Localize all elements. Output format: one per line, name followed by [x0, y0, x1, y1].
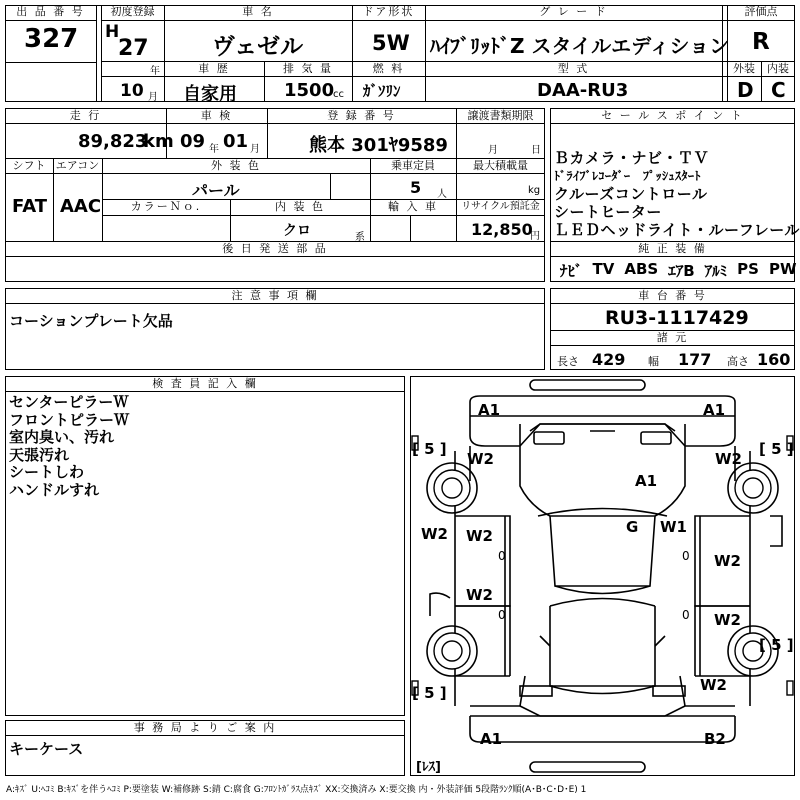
model-label: 型 式 [557, 62, 590, 75]
recycle-unit: 円 [530, 231, 540, 242]
mark-door-rear-right: W2 [714, 611, 741, 629]
width: 177 [678, 350, 712, 369]
fuel: ｶﾞｿﾘﾝ [363, 82, 401, 100]
equipment-item: ｴｱB [668, 262, 695, 280]
inspection-label: 車 検 [200, 109, 233, 122]
registration-number: 熊本 301ﾔ9589 [309, 135, 448, 156]
max-load-label: 最大積載量 [473, 159, 528, 172]
vehicle-history: 自家用 [183, 84, 237, 105]
inspector-note: センターピラーＷ [9, 393, 129, 411]
recycle-label: リサイクル預託金 [461, 201, 540, 212]
door-label: ドア形状 [362, 5, 415, 18]
grade: ﾊｲﾌﾞﾘｯﾄﾞZ スタイルエディション [430, 34, 730, 58]
first-registration-label: 初度登録 [110, 5, 155, 18]
capacity: 5 [410, 178, 422, 197]
aircon-label: エアコン [55, 159, 100, 172]
inspection-month: 01 [223, 131, 249, 152]
chassis-label: 車 台 番 号 [638, 289, 707, 302]
legend: A:ｷｽﾞ U:ﾍｺﾐ B:ｷｽﾞを伴うﾍｺﾐ P:要塗装 W:補修跡 S:錆 C:腐食 G:ﾌﾛﾝﾄｶﾞﾗｽ点ｷｽﾞ XX:交換済み X:要交換 内・外装評価 5段階ﾗﾝｸ順(A･B･C･D･E) 1 [6, 785, 587, 795]
interior-grade: C [771, 78, 786, 102]
grade-label: グ レ ー ド [539, 5, 608, 18]
inspector-note: シートしわ [9, 463, 85, 481]
score: R [752, 29, 770, 55]
equipment-label: 純 正 装 備 [638, 242, 707, 255]
displacement: 1500 [284, 80, 335, 101]
import-label: 輸 入 車 [388, 200, 438, 213]
mark-tire-rear-left: [ 5 ] [412, 684, 447, 702]
car-name: ヴェゼル [212, 34, 304, 60]
displacement-unit: cc [333, 89, 344, 100]
shift-label: シフト [12, 159, 46, 172]
width-label: 幅 [648, 355, 659, 368]
inspection-year: 09 [180, 131, 206, 152]
mark-spare-tire: [ﾚｽ] [416, 760, 441, 775]
inspector-notes [9, 394, 129, 499]
mark-tire-rear-right: [ 5 ] [759, 636, 794, 654]
mark-door-front-right: W2 [714, 552, 741, 570]
exterior-color-label: 外 装 色 [211, 159, 261, 172]
month-unit: 月 [148, 92, 158, 103]
registration-year: 27 [118, 36, 149, 61]
mark-door-front-left: W2 [466, 527, 493, 545]
inspection-year-unit: 年 [209, 144, 219, 155]
transfer-deadline-label: 譲渡書類期限 [467, 109, 534, 122]
office-label: 事 務 局 よ り ご 案 内 [133, 721, 277, 734]
mark-fender-front-left: W2 [467, 450, 494, 468]
mark-pillar-left: W2 [421, 525, 448, 543]
mileage-unit: km [143, 131, 174, 152]
sales-points-label: セ ー ル ス ポ イ ン ト [601, 109, 744, 122]
inspector-note: 天張汚れ [9, 445, 70, 464]
later-parts-label: 後 日 発 送 部 品 [222, 242, 328, 255]
sales-points-list [554, 149, 800, 239]
aircon: AAC [60, 196, 102, 217]
height-label: 高さ [727, 355, 749, 368]
exterior-grade: D [737, 78, 754, 102]
mark-sill-right-rear: 0 [682, 608, 690, 622]
mark-sill-left-rear: 0 [498, 608, 506, 622]
mark-pillar-right: W1 [660, 518, 687, 536]
mark-rear-left-bumper: A1 [480, 730, 503, 748]
interior-color-label: 内 装 色 [275, 200, 325, 213]
chassis-number: RU3-1117429 [605, 307, 749, 329]
dimensions-label: 諸 元 [656, 331, 689, 344]
notes-label: 注 意 事 項 欄 [231, 289, 319, 302]
mark-tire-front-right: [ 5 ] [759, 440, 794, 458]
inspection-month-unit: 月 [250, 144, 260, 155]
score-label: 評価点 [744, 5, 778, 18]
recycle-fee: 12,850 [471, 220, 533, 239]
interior-color: クロ [283, 223, 311, 239]
mark-fender-front-right: W2 [715, 450, 742, 468]
interior-label: 内装 [767, 62, 789, 75]
registration-number-label: 登 録 番 号 [327, 109, 396, 122]
capacity-label: 乗車定員 [391, 159, 435, 172]
sales-point: ﾄﾞﾗｲﾌﾞﾚｺｰﾀﾞｰ ﾌﾟｯｼｭｽﾀｰﾄ [554, 169, 702, 183]
transfer-day-unit: 日 [531, 145, 541, 156]
equipment-item: ｱﾙﾐ [704, 262, 728, 280]
sales-point: ＬＥＤヘッドライト・ルーフレール [554, 221, 800, 239]
inspector-note: フロントピラーＷ [9, 410, 130, 429]
inspector-label: 検 査 員 記 入 欄 [152, 377, 258, 390]
office-text: キーケース [9, 740, 84, 758]
door-type: 5W [372, 31, 410, 55]
equipment-item: PS [737, 260, 759, 278]
exterior-color: パール [192, 181, 240, 200]
mark-rear-right-bumper: B2 [704, 730, 726, 748]
mark-front-right-bumper: A1 [703, 401, 726, 419]
max-load-unit: kg [528, 185, 541, 196]
mark-front-left-bumper: A1 [478, 401, 501, 419]
mark-tire-front-left: [ 5 ] [412, 440, 447, 458]
model-code: DAA-RU3 [537, 80, 629, 101]
equipment-item: PW [768, 260, 797, 278]
color-number-label: カラーＮｏ. [130, 200, 202, 213]
mileage-label: 走 行 [69, 109, 102, 122]
era-letter: H [105, 22, 120, 42]
registration-month: 10 [120, 81, 144, 101]
shift: FAT [12, 196, 48, 217]
year-unit: 年 [150, 66, 160, 77]
equipment-item: ABS [624, 260, 659, 278]
transfer-month-unit: 月 [488, 145, 498, 156]
lot-number: 327 [24, 24, 79, 54]
mark-sill-right-front: 0 [682, 549, 690, 563]
mark-door-rear-left: W2 [466, 586, 493, 604]
mark-hood: A1 [635, 472, 658, 490]
length: 429 [592, 350, 626, 369]
car-name-label: 車 名 [242, 5, 274, 18]
inspector-note: 室内臭い、汚れ [9, 428, 115, 446]
lot-number-label: 出 品 番 号 [16, 5, 85, 18]
sales-point: Ｂカメラ・ナビ・ＴＶ [554, 149, 710, 167]
mileage: 89,823 [78, 131, 148, 152]
equipment-item: TV [592, 260, 615, 278]
notes-text: コーションプレート欠品 [9, 312, 173, 330]
interior-color-unit: 系 [355, 232, 365, 243]
equipment-list [560, 260, 797, 281]
exterior-label: 外装 [733, 62, 755, 75]
mark-sill-left-front: 0 [498, 549, 506, 563]
height: 160 [757, 350, 791, 369]
mark-windshield: G [626, 518, 639, 536]
sales-point: シートヒーター [554, 203, 662, 221]
fuel-label: 燃 料 [372, 62, 405, 75]
displacement-label: 排 気 量 [283, 62, 333, 75]
mark-quarter-rear-right: W2 [700, 676, 727, 694]
equipment-item: ﾅﾋﾞ [560, 262, 583, 280]
sales-point: クルーズコントロール [554, 185, 708, 203]
inspector-note: ハンドルすれ [9, 480, 100, 499]
car-diagram [410, 376, 795, 776]
capacity-unit: 人 [437, 189, 447, 200]
length-label: 長さ [557, 355, 579, 368]
history-label: 車 歴 [198, 62, 230, 75]
